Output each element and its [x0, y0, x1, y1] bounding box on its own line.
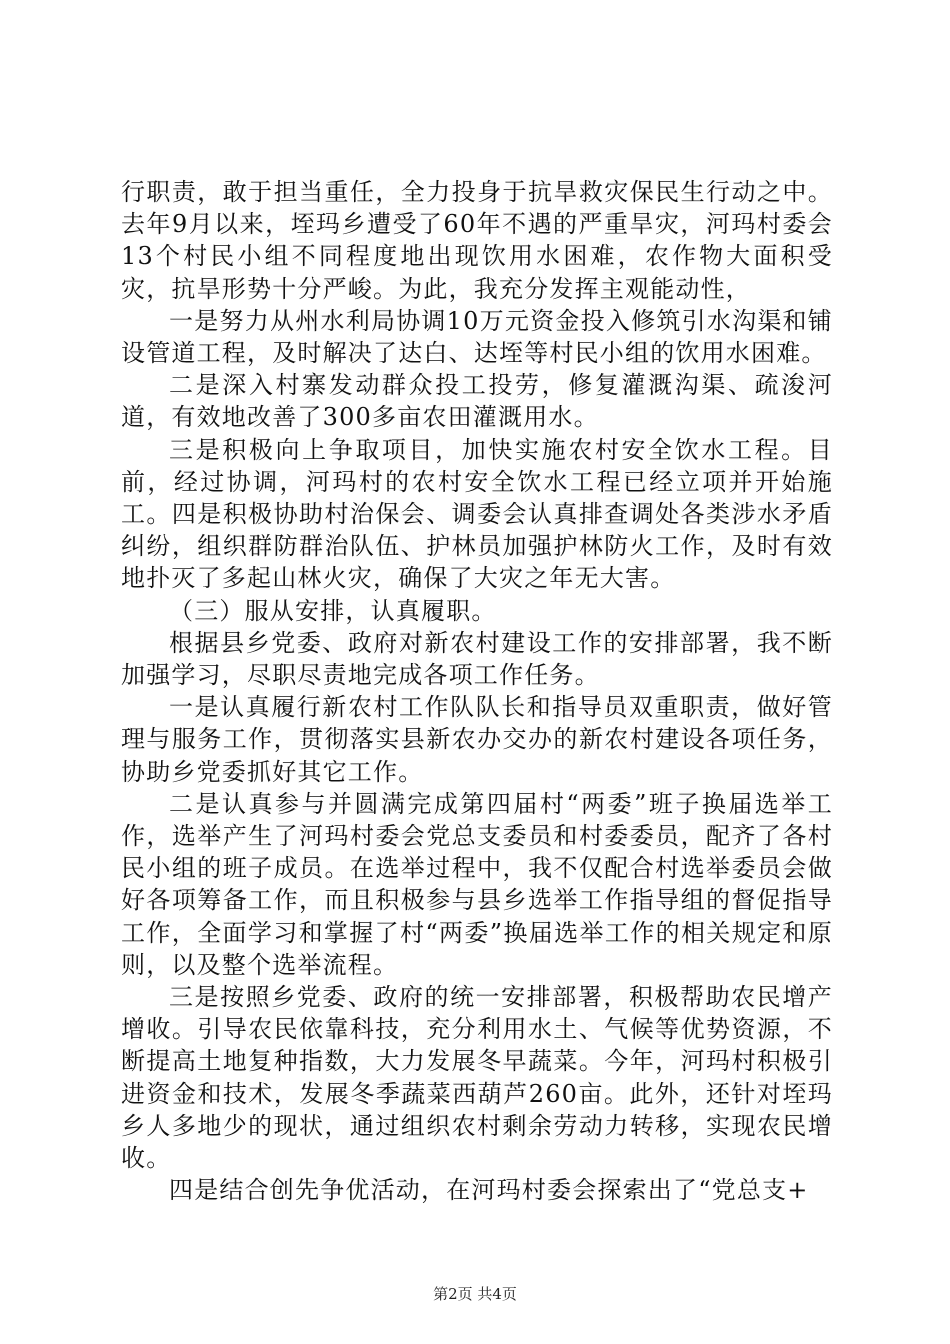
paragraph: 一是努力从州水利局协调10万元资金投入修筑引水沟渠和铺设管道工程，及时解决了达白、达垤等村民小组的饮用水困难。 — [121, 306, 833, 368]
paragraph: 四是结合创先争优活动，在河玛村委会探索出了“党总支+ — [169, 1176, 809, 1205]
paragraph: 一是认真履行新农村工作队队长和指导员双重职责，做好管理与服务工作，贯彻落实县新农办交办的新农村建设各项任务，协助乡党委抓好其它工作。 — [121, 693, 833, 786]
paragraph: 三是按照乡党委、政府的统一安排部署，积极帮助农民增产增收。引导农民依靠科技，充分利用水土、气候等优势资源，不断提高土地复种指数，大力发展冬早蔬菜。今年，河玛村积极引进资金和技术，发展冬季蔬菜西葫芦260亩。此外，还针对垤玛乡人多地少的现状，通过组织农村剩余劳动力转移，实现农民增收。 — [121, 983, 833, 1173]
page-footer: 第2页 共4页 — [433, 1285, 517, 1303]
section-heading: （三）服从安排，认真履职。 — [169, 596, 497, 625]
paragraph: 二是认真参与并圆满完成第四届村“两委”班子换届选举工作，选举产生了河玛村委会党总支委员和村委委员，配齐了各村民小组的班子成员。在选举过程中，我不仅配合村选举委员会做好各项筹备工作，而且积极参与县乡选举工作指导组的督促指导工作，全面学习和掌握了村“两委”换届选举工作的相关规定和原则，以及整个选举流程。 — [121, 789, 833, 979]
paragraph: 三是积极向上争取项目，加快实施农村安全饮水工程。目前，经过协调，河玛村的农村安全饮水工程已经立项并开始施工。四是积极协助村治保会、调委会认真排查调处各类涉水矛盾纠纷，组织群防群治队伍、护林员加强护林防火工作，及时有效地扑灭了多起山林火灾，确保了大灾之年无大害。 — [121, 435, 833, 593]
paragraph: 二是深入村寨发动群众投工投劳，修复灌溉沟渠、疏浚河道，有效地改善了300多亩农田灌溉用水。 — [121, 371, 833, 432]
document-body — [121, 176, 833, 1207]
paragraph: 行职责，敢于担当重任，全力投身于抗旱救灾保民生行动之中。去年9月以来，垤玛乡遭受了60年不遇的严重旱灾，河玛村委会13个村民小组不同程度地出现饮用水困难，农作物大面积受灾，抗旱形势十分严峻。为此，我充分发挥主观能动性， — [121, 178, 833, 303]
paragraph: 根据县乡党委、政府对新农村建设工作的安排部署，我不断加强学习，尽职尽责地完成各项工作任务。 — [121, 628, 833, 690]
